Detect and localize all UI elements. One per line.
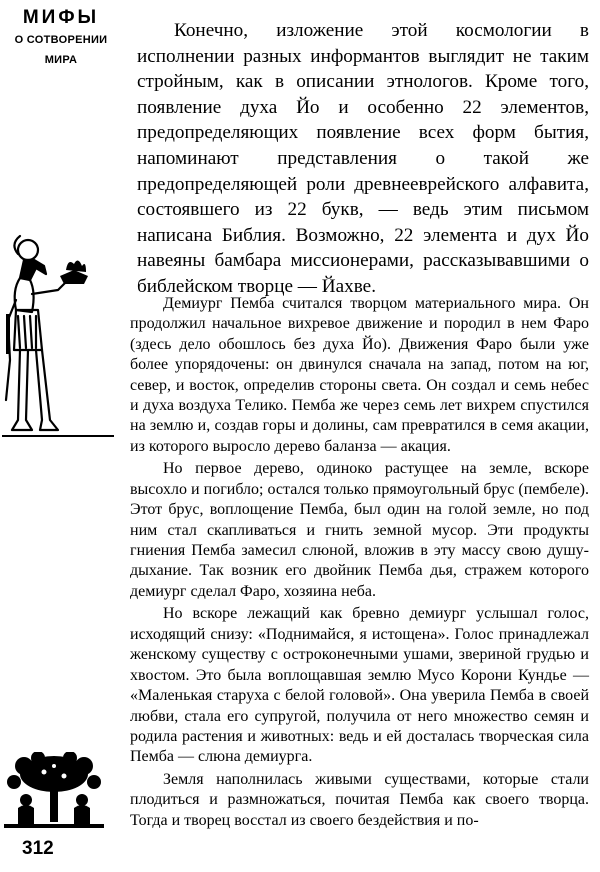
running-head-subtitle-line1: О СОТВОРЕНИИ bbox=[14, 34, 108, 46]
body-paragraph-2: Но первое дерево, одиноко растущее на земле, вскоре высохло и погибло; остался только прямоугольный брус (пембеле). Этот брус, воплощение Пемба, был один на голой земле, но под ним стал скапливаться и гнить земной мусор. Эти продукты гниения Пемба замесил слюной, вложив в эту массу свою душу-дыхание. Так возник его двойник Пемба дья, стражем которого демиург сделал Фаро, хозяина неба. bbox=[130, 460, 589, 600]
main-text-block bbox=[130, 294, 589, 833]
intro-paragraph: Конечно, изложение этой космологии в исполнении разных информантов выглядит не таким стройным, как в описании этнологов. Кроме того, появление духа Йо и особенно 22 элементов, предопределяющих появление всех форм бытия, напоминают представления о такой же предопределяющей роли древнееврейского алфавита, состоявшего из 22 букв, — ведь этим письмом написана Библия. Возможно, 22 элемента и дух Йо навеяны бамбара миссионерами, рассказывавшими о библейском творце — Йахве. bbox=[137, 20, 589, 297]
running-head-subtitle-line2: МИРА bbox=[44, 54, 78, 66]
tree-figures-illustration bbox=[4, 752, 104, 828]
egyptian-deity-illustration bbox=[2, 230, 114, 462]
page-number: 312 bbox=[22, 838, 54, 859]
intro-paragraph-block bbox=[137, 18, 589, 300]
body-paragraph-4: Земля наполнилась живыми существами, которые стали плодиться и размножаться, почитая Пемба как своего творца. Тогда и творец восстал из своего бездействия и по- bbox=[130, 770, 589, 829]
running-head-title: МИФЫ bbox=[22, 7, 100, 28]
margin-running-head bbox=[10, 6, 112, 70]
body-paragraph-3: Но вскоре лежащий как бревно демиург услышал голос, исходящий снизу: «Поднимайся, я истощена». Голос принадлежал женскому существу с остроконечными ушами, звериной грудью и хвостом. Это была воплощавшая землю Мусо Корони Кундье — «Маленькая старуха с белой головой». Она уверила Пемба в своей любви, стала его супругой, получила от него множество семян и родила растения и животных: ведь и ей досталась творческая сила Пемба — слюна демиурга. bbox=[130, 605, 589, 766]
body-paragraph-1: Демиург Пемба считался творцом материального мира. Он продолжил начальное вихревое движение и породил в нем Фаро (здесь дело обошлось без духа Йо). Движения Фаро были уже более упорядочены: он двинулся сначала на запад, потом на юг, север, и восток, определив стороны света. Он создал и семь небес и духа воздуха Телико. Пемба же через семь лет вихрем спустился на землю и, создав горы и долины, сам превратился в семя акации, из которого выросло дерево баланза — акация. bbox=[130, 295, 589, 455]
